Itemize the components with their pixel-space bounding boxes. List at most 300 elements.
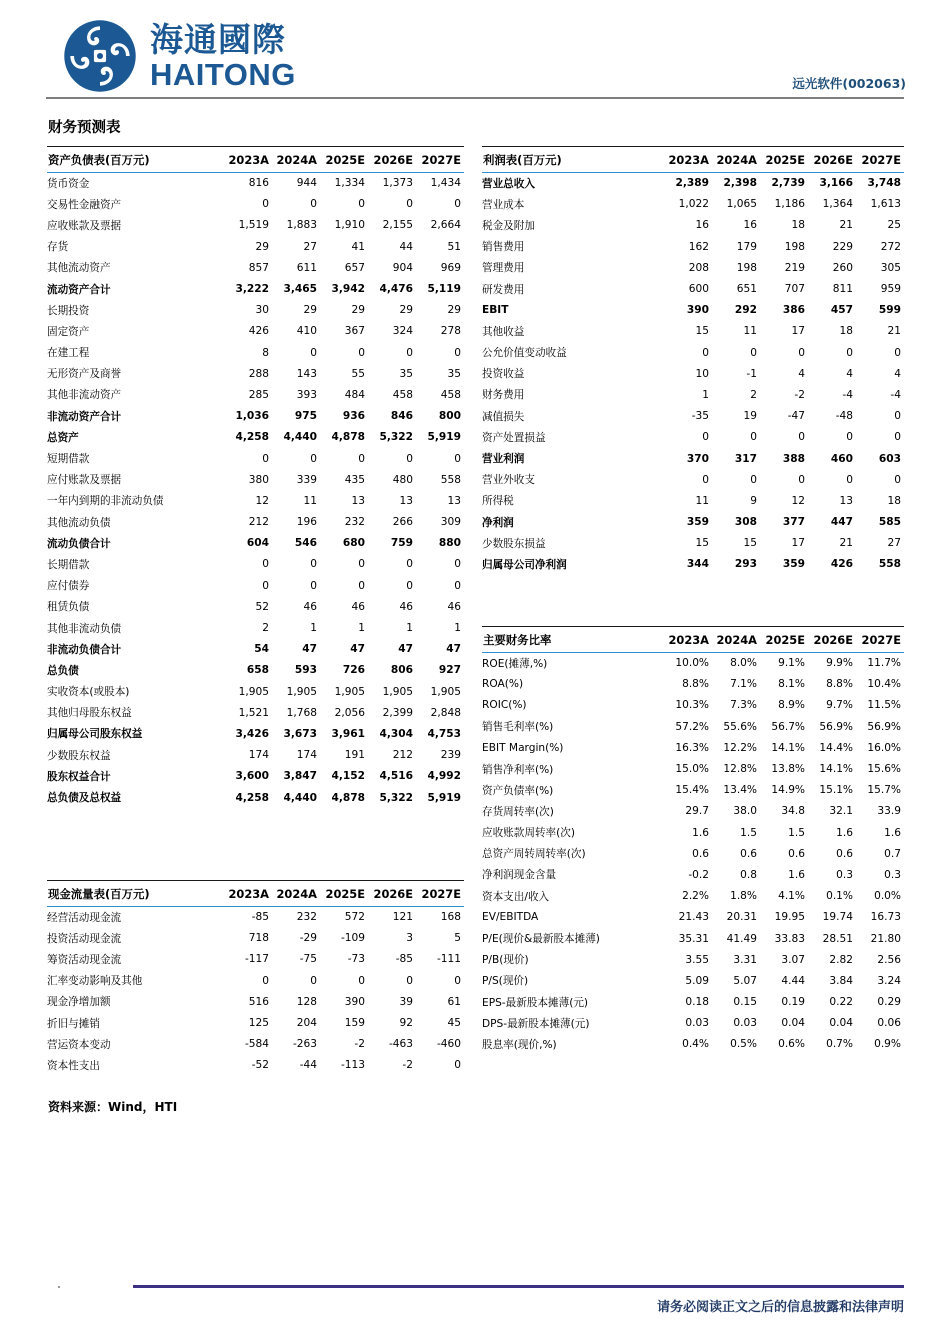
- row-value-2023a: 0.4%: [682, 1038, 709, 1051]
- table-row: [47, 554, 464, 575]
- row-value-2026e: 0: [846, 431, 853, 444]
- row-value-2023a: 0: [262, 198, 269, 211]
- row-value-2026e: 0: [846, 346, 853, 359]
- row-value-2024a: 41.49: [726, 932, 757, 945]
- row-value-2027e: 10.4%: [867, 678, 901, 691]
- footer-divider: [133, 1285, 904, 1288]
- table-header-row: [47, 881, 464, 907]
- row-value-2026e: 2,399: [382, 706, 413, 719]
- row-value-2023a: 359: [686, 516, 709, 529]
- row-label: 管理费用: [482, 262, 525, 275]
- table-row: [47, 490, 464, 511]
- table-row: [482, 1034, 904, 1055]
- row-value-2027e: 47: [446, 643, 461, 656]
- footer-marker: [58, 1286, 60, 1288]
- table-row: [482, 758, 904, 779]
- row-value-2027e: 4,992: [427, 770, 461, 783]
- col-2026e: 2026E: [368, 147, 416, 173]
- row-value-2023a: 816: [248, 177, 269, 190]
- footer-disclaimer: 请务必阅读正文之后的信息披露和法律声明: [656, 1300, 904, 1315]
- row-value-2025e: 56.7%: [771, 720, 805, 733]
- row-value-2026e: 447: [830, 516, 853, 529]
- row-value-2024a: 3,465: [283, 283, 317, 296]
- row-value-2023a: 1.6: [692, 826, 709, 839]
- row-label: P/E(现价&最新股本摊薄): [482, 933, 600, 946]
- table-row: [482, 843, 904, 864]
- row-label: 应收账款周转率(次): [482, 827, 576, 840]
- row-value-2024a: 0.8: [740, 868, 757, 881]
- row-value-2025e: -47: [787, 410, 805, 423]
- page-title: 财务预测表: [48, 120, 121, 136]
- row-value-2023a: 16.3%: [675, 741, 709, 754]
- table-row: [482, 257, 904, 278]
- table-row: [47, 300, 464, 321]
- row-value-2026e: 5,322: [379, 791, 413, 804]
- row-value-2027e: 1,905: [430, 685, 461, 698]
- row-value-2026e: 806: [390, 664, 413, 677]
- row-value-2026e: 212: [392, 749, 413, 762]
- row-value-2027e: 0.0%: [874, 890, 901, 903]
- col-2024a: 2024A: [272, 147, 320, 173]
- table-row: [47, 406, 464, 427]
- row-value-2026e: 0: [406, 346, 413, 359]
- row-value-2025e: 55: [351, 367, 365, 380]
- row-label: 税金及附加: [482, 219, 535, 232]
- table-row: [482, 907, 904, 928]
- row-value-2025e: 14.1%: [771, 741, 805, 754]
- col-2023a: 2023A: [224, 147, 272, 173]
- row-value-2025e: -109: [340, 932, 365, 945]
- row-value-2026e: 0.3: [836, 868, 853, 881]
- row-value-2025e: 1,334: [334, 177, 365, 190]
- row-value-2027e: 61: [447, 995, 461, 1008]
- row-value-2027e: 2.56: [877, 953, 901, 966]
- row-value-2025e: -113: [340, 1059, 365, 1072]
- row-value-2024a: 308: [734, 516, 757, 529]
- row-value-2027e: -4: [890, 388, 901, 401]
- table-row: [47, 278, 464, 299]
- row-value-2026e: 28.51: [822, 932, 853, 945]
- row-value-2024a: 4,440: [283, 791, 317, 804]
- row-value-2027e: 0: [454, 452, 461, 465]
- table-row: [47, 575, 464, 596]
- key-ratios-table: [482, 626, 904, 1055]
- row-value-2025e: 159: [344, 1017, 365, 1030]
- row-value-2024a: -29: [299, 932, 317, 945]
- table-row: [482, 992, 904, 1013]
- col-2023a: 2023A: [224, 881, 272, 907]
- row-value-2023a: 426: [248, 325, 269, 338]
- row-value-2023a: 0: [262, 974, 269, 987]
- row-value-2025e: 191: [344, 749, 365, 762]
- row-value-2024a: 2,398: [723, 177, 757, 190]
- row-value-2025e: 0: [358, 558, 365, 571]
- row-value-2024a: 1,905: [286, 685, 317, 698]
- row-label: 营业总收入: [482, 177, 535, 190]
- row-value-2023a: -584: [244, 1038, 269, 1051]
- row-value-2023a: 380: [248, 473, 269, 486]
- row-value-2024a: 393: [296, 388, 317, 401]
- row-label: 净利润: [482, 516, 514, 529]
- table-row: [482, 864, 904, 885]
- col-2026e: 2026E: [808, 147, 856, 173]
- row-value-2025e: 14.9%: [771, 784, 805, 797]
- table-row: [47, 194, 464, 215]
- row-value-2025e: 33.83: [774, 932, 805, 945]
- row-value-2025e: 4.1%: [778, 890, 805, 903]
- row-value-2026e: 4,516: [379, 770, 413, 783]
- row-value-2027e: 46: [447, 600, 461, 613]
- row-value-2027e: 2,664: [430, 219, 461, 232]
- row-value-2025e: 707: [784, 283, 805, 296]
- row-value-2024a: 3,847: [283, 770, 317, 783]
- row-label: EBIT: [482, 304, 509, 317]
- row-value-2027e: 969: [440, 261, 461, 274]
- row-value-2023a: 2,389: [675, 177, 709, 190]
- row-label: 其他非流动资产: [47, 389, 122, 402]
- row-value-2023a: 604: [246, 537, 269, 550]
- row-value-2025e: 17: [791, 325, 805, 338]
- row-value-2024a: 0.15: [733, 996, 757, 1009]
- row-value-2025e: 13.8%: [771, 763, 805, 776]
- table-row: [47, 236, 464, 257]
- row-value-2025e: 198: [784, 240, 805, 253]
- table-row: [47, 639, 464, 660]
- row-label: 营业成本: [482, 198, 525, 211]
- row-value-2025e: 0: [798, 346, 805, 359]
- row-value-2025e: 1.6: [788, 868, 805, 881]
- row-value-2027e: 599: [878, 304, 901, 317]
- row-value-2025e: 1: [358, 622, 365, 635]
- row-value-2024a: 975: [294, 410, 317, 423]
- row-value-2025e: 435: [344, 473, 365, 486]
- row-label: 在建工程: [47, 347, 90, 360]
- row-value-2025e: 0: [798, 473, 805, 486]
- table-row: [47, 991, 464, 1012]
- row-value-2027e: 0: [894, 346, 901, 359]
- row-label: 销售费用: [482, 241, 525, 254]
- row-value-2025e: 1,910: [334, 219, 365, 232]
- row-value-2027e: 27: [887, 537, 901, 550]
- row-value-2026e: 8.8%: [826, 678, 853, 691]
- row-value-2023a: 0: [262, 579, 269, 592]
- col-2024a: 2024A: [712, 627, 760, 653]
- row-label: EPS-最新股本摊薄(元): [482, 996, 589, 1009]
- row-value-2027e: 29: [447, 304, 461, 317]
- row-value-2026e: 32.1: [829, 805, 853, 818]
- row-value-2027e: 1: [454, 622, 461, 635]
- row-value-2025e: 0: [358, 579, 365, 592]
- row-value-2023a: -85: [251, 911, 269, 924]
- row-value-2026e: 121: [392, 911, 413, 924]
- row-value-2023a: 4,258: [235, 431, 269, 444]
- row-value-2024a: 1,883: [286, 219, 317, 232]
- row-label: 其他流动负债: [47, 516, 111, 529]
- row-value-2025e: 12: [791, 494, 805, 507]
- row-value-2027e: 0: [454, 974, 461, 987]
- balance-sheet-table: [47, 146, 464, 808]
- row-value-2023a: 370: [686, 452, 709, 465]
- row-value-2023a: 857: [248, 261, 269, 274]
- row-label: 归属母公司股东权益: [47, 728, 143, 741]
- table-row: [482, 716, 904, 737]
- row-value-2023a: 15: [695, 537, 709, 550]
- row-value-2026e: 13: [399, 494, 413, 507]
- row-value-2024a: 196: [296, 516, 317, 529]
- row-label: 资产处置损益: [482, 431, 546, 444]
- row-value-2025e: 41: [351, 240, 365, 253]
- logo-chinese-name: 海通國際: [150, 19, 286, 59]
- haitong-pinwheel-logo-icon: [62, 18, 138, 94]
- row-value-2024a: 19: [743, 410, 757, 423]
- table-row: [482, 801, 904, 822]
- table-row: [47, 384, 464, 405]
- row-label: 净利润现金含量: [482, 869, 557, 882]
- row-value-2026e: -85: [395, 953, 413, 966]
- header-divider: [46, 97, 904, 99]
- row-value-2024a: 0: [310, 346, 317, 359]
- row-value-2027e: 0: [454, 1059, 461, 1072]
- table-row: [482, 949, 904, 970]
- row-value-2027e: -460: [436, 1038, 461, 1051]
- row-value-2027e: 5,919: [427, 791, 461, 804]
- row-value-2026e: -463: [388, 1038, 413, 1051]
- row-value-2024a: 8.0%: [730, 657, 757, 670]
- table-row: [482, 490, 904, 511]
- haitong-logo: [62, 18, 296, 94]
- row-value-2024a: 5.07: [733, 974, 757, 987]
- row-value-2025e: 0.6: [788, 847, 805, 860]
- row-value-2023a: 0: [262, 558, 269, 571]
- row-value-2027e: 33.9: [877, 805, 901, 818]
- row-value-2026e: 457: [830, 304, 853, 317]
- row-label: 长期借款: [47, 558, 90, 571]
- row-label: 折旧与摊销: [47, 1017, 100, 1030]
- row-label: 资本性支出: [47, 1059, 100, 1072]
- row-label: 存货周转率(次): [482, 805, 554, 818]
- row-value-2025e: 3.07: [781, 953, 805, 966]
- row-value-2023a: 0.6: [692, 847, 709, 860]
- row-label: 投资活动现金流: [47, 932, 122, 945]
- row-value-2025e: 0: [358, 452, 365, 465]
- row-value-2025e: 219: [784, 261, 805, 274]
- col-2027e: 2027E: [416, 881, 464, 907]
- row-value-2025e: 377: [782, 516, 805, 529]
- row-value-2023a: 208: [688, 261, 709, 274]
- row-value-2024a: 317: [734, 452, 757, 465]
- row-value-2023a: 8: [262, 346, 269, 359]
- row-value-2025e: 8.1%: [778, 678, 805, 691]
- row-value-2023a: 3,600: [235, 770, 269, 783]
- row-value-2025e: 0: [358, 198, 365, 211]
- table-row: [482, 653, 904, 674]
- row-value-2024a: 1.5: [740, 826, 757, 839]
- col-2027e: 2027E: [416, 147, 464, 173]
- row-label: ROE(摊薄,%): [482, 657, 548, 670]
- row-value-2023a: 212: [248, 516, 269, 529]
- row-value-2027e: -111: [436, 953, 461, 966]
- row-value-2027e: 15.7%: [867, 784, 901, 797]
- row-value-2026e: 56.9%: [819, 720, 853, 733]
- row-value-2023a: 0: [702, 431, 709, 444]
- row-value-2026e: 14.4%: [819, 741, 853, 754]
- row-value-2023a: 285: [248, 388, 269, 401]
- row-value-2023a: 600: [688, 283, 709, 296]
- row-value-2026e: 4,476: [379, 283, 413, 296]
- row-value-2025e: 1,186: [774, 198, 805, 211]
- row-label: 现金净增加额: [47, 996, 111, 1009]
- row-value-2023a: 54: [254, 643, 269, 656]
- table-row: [47, 512, 464, 533]
- row-label: 应付债券: [47, 580, 90, 593]
- row-value-2023a: 125: [248, 1017, 269, 1030]
- row-value-2025e: 388: [782, 452, 805, 465]
- row-value-2023a: 15: [695, 325, 709, 338]
- row-label: 实收资本(或股本): [47, 686, 130, 699]
- page-header: [0, 0, 950, 104]
- row-value-2024a: 232: [296, 911, 317, 924]
- row-label: 非流动负债合计: [47, 643, 122, 656]
- row-label: DPS-最新股本摊薄(元): [482, 1017, 590, 1030]
- row-value-2025e: 4: [798, 367, 805, 380]
- table-row: [47, 596, 464, 617]
- row-value-2025e: -73: [347, 953, 365, 966]
- row-value-2024a: -44: [299, 1059, 317, 1072]
- company-ticker: 远光软件(002063): [792, 76, 906, 91]
- table-row: [482, 695, 904, 716]
- col-2025e: 2025E: [320, 147, 368, 173]
- row-value-2026e: 14.1%: [819, 763, 853, 776]
- row-label: 研发费用: [482, 283, 525, 296]
- row-value-2027e: 2,848: [430, 706, 461, 719]
- row-value-2026e: 260: [832, 261, 853, 274]
- table-row: [482, 384, 904, 405]
- row-value-2027e: 927: [438, 664, 461, 677]
- table-row: [482, 448, 904, 469]
- row-value-2024a: 4,440: [283, 431, 317, 444]
- row-value-2025e: 0: [358, 974, 365, 987]
- table-row: [482, 469, 904, 490]
- row-label: 其他收益: [482, 325, 525, 338]
- row-value-2023a: 288: [248, 367, 269, 380]
- row-value-2026e: 4,304: [379, 727, 413, 740]
- row-value-2026e: 13: [839, 494, 853, 507]
- row-value-2025e: 9.1%: [778, 657, 805, 670]
- row-value-2026e: 2.82: [829, 953, 853, 966]
- row-value-2026e: 44: [399, 240, 413, 253]
- table-header-row: [47, 147, 464, 173]
- row-value-2023a: 1: [702, 388, 709, 401]
- row-value-2027e: 0.9%: [874, 1038, 901, 1051]
- row-value-2026e: 1,905: [382, 685, 413, 698]
- row-label: 资产负债率(%): [482, 784, 554, 797]
- row-value-2023a: 162: [688, 240, 709, 253]
- table-row: [482, 780, 904, 801]
- col-2024a: 2024A: [272, 881, 320, 907]
- row-value-2027e: 5,119: [427, 283, 461, 296]
- row-value-2026e: -2: [402, 1059, 413, 1072]
- row-value-2025e: 18: [791, 219, 805, 232]
- row-value-2023a: 5.09: [685, 974, 709, 987]
- row-label: 销售毛利率(%): [482, 721, 554, 734]
- row-value-2024a: 11: [303, 494, 317, 507]
- income-statement-title: 利润表(百万元): [482, 147, 664, 173]
- table-row: [482, 822, 904, 843]
- row-value-2023a: 3.55: [685, 953, 709, 966]
- row-value-2024a: 0.5%: [730, 1038, 757, 1051]
- row-label: 资本支出/收入: [482, 890, 550, 903]
- row-value-2024a: 7.1%: [730, 678, 757, 691]
- row-value-2025e: 572: [344, 911, 365, 924]
- row-value-2024a: 3,673: [283, 727, 317, 740]
- row-value-2026e: 21: [839, 537, 853, 550]
- row-value-2023a: 4,258: [235, 791, 269, 804]
- row-value-2026e: 759: [390, 537, 413, 550]
- col-2025e: 2025E: [760, 147, 808, 173]
- table-row: [482, 1013, 904, 1034]
- row-value-2024a: 1,768: [286, 706, 317, 719]
- table-row: [482, 970, 904, 991]
- row-value-2023a: 30: [255, 304, 269, 317]
- row-label: 短期借款: [47, 453, 90, 466]
- row-label: 股息率(现价,%): [482, 1038, 557, 1051]
- row-value-2024a: -75: [299, 953, 317, 966]
- row-value-2027e: 239: [440, 749, 461, 762]
- table-row: [482, 173, 904, 194]
- row-value-2024a: 0: [310, 974, 317, 987]
- row-value-2024a: -1: [746, 367, 757, 380]
- row-label: 无形资产及商誉: [47, 368, 122, 381]
- table-row: [482, 512, 904, 533]
- row-label: 总资产周转周转率(次): [482, 848, 586, 861]
- row-value-2027e: 0: [894, 410, 901, 423]
- table-row: [482, 278, 904, 299]
- row-value-2027e: 4,753: [427, 727, 461, 740]
- table-row: [482, 674, 904, 695]
- row-value-2024a: 0.6: [740, 847, 757, 860]
- row-value-2024a: 29: [303, 304, 317, 317]
- row-value-2024a: 944: [296, 177, 317, 190]
- row-value-2025e: 0.19: [781, 996, 805, 1009]
- row-label: P/S(现价): [482, 975, 529, 988]
- row-value-2027e: 0.7: [884, 847, 901, 860]
- row-value-2023a: 10: [695, 367, 709, 380]
- row-value-2027e: 0: [894, 431, 901, 444]
- row-value-2024a: 0: [750, 431, 757, 444]
- row-value-2027e: 5: [454, 932, 461, 945]
- row-value-2027e: 3,748: [867, 177, 901, 190]
- table-row: [47, 448, 464, 469]
- row-value-2026e: 480: [392, 473, 413, 486]
- row-label: 货币资金: [47, 177, 90, 190]
- row-value-2026e: 5,322: [379, 431, 413, 444]
- table-row: [47, 427, 464, 448]
- row-value-2027e: 458: [440, 388, 461, 401]
- row-value-2026e: 19.74: [822, 911, 853, 924]
- row-value-2025e: 29: [351, 304, 365, 317]
- row-value-2024a: 15: [743, 537, 757, 550]
- row-label: 一年内到期的非流动负债: [47, 495, 164, 508]
- row-value-2025e: 0: [798, 431, 805, 444]
- row-value-2023a: 174: [248, 749, 269, 762]
- row-value-2025e: 680: [342, 537, 365, 550]
- row-value-2023a: -52: [251, 1059, 269, 1072]
- row-value-2027e: 35: [447, 367, 461, 380]
- row-value-2025e: 0.6%: [778, 1038, 805, 1051]
- row-value-2027e: 1,434: [430, 177, 461, 190]
- row-value-2023a: 1,036: [235, 410, 269, 423]
- table-row: [47, 907, 464, 928]
